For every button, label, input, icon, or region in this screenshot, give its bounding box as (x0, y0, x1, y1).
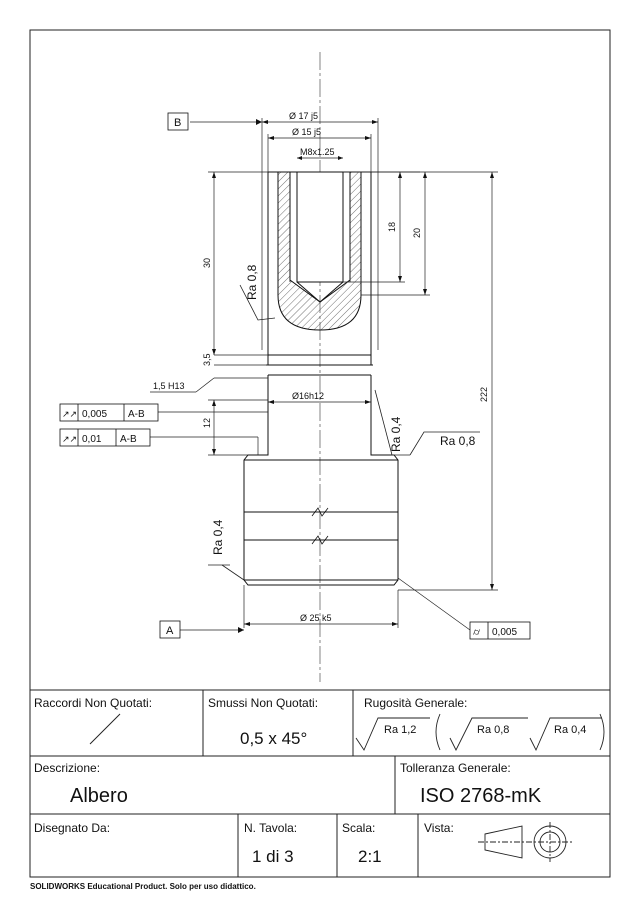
rugosita-main: Ra 1,2 (384, 724, 417, 736)
dim-thread: M8x1.25 (300, 147, 335, 157)
smussi-value: 0,5 x 45° (240, 729, 308, 748)
dim-d17: Ø 17 j5 (289, 111, 319, 121)
tavola-value: 1 di 3 (252, 847, 294, 866)
disegnato-label: Disegnato Da: (34, 821, 111, 835)
fc3-value: 0,005 (492, 627, 518, 638)
dim-len30: 30 (202, 257, 212, 268)
tolleranza-label: Tolleranza Generale: (400, 761, 511, 775)
vista-label: Vista: (424, 821, 454, 835)
feature-control-2 (60, 429, 150, 446)
ra-mid: Ra 0,4 (389, 416, 403, 452)
ra-lower: Ra 0,4 (211, 519, 225, 555)
dim-len18: 18 (387, 221, 397, 232)
feature-control-3 (470, 622, 530, 639)
thread-section (278, 172, 361, 330)
footer-notice: SOLIDWORKS Educational Product. Solo per uso didattico. (30, 882, 256, 891)
fc3-symbol: ⌭ (473, 627, 481, 638)
fc1-symbol: ↗↗ (62, 409, 78, 419)
dim-d25: Ø 25 k5 (300, 613, 332, 623)
smussi-label: Smussi Non Quotati: (208, 696, 319, 710)
roughness-symbols (208, 285, 480, 580)
dim-len222: 222 (479, 386, 489, 402)
tolleranza-value: ISO 2768-mK (420, 785, 542, 807)
tavola-label: N. Tavola: (244, 821, 298, 835)
raccordi-label: Raccordi Non Quotati: (34, 696, 153, 710)
rugosita-label: Rugosità Generale: (364, 696, 468, 710)
datum-b: B (174, 117, 182, 129)
descrizione-label: Descrizione: (34, 761, 101, 775)
feature-control-1 (60, 404, 158, 421)
rugosita-alt2: Ra 0,4 (554, 724, 587, 736)
fc1-value: 0,005 (82, 409, 108, 420)
raccordi-slash (90, 714, 120, 744)
fc1-ref: A-B (128, 409, 145, 420)
rugosita-alt1: Ra 0,8 (477, 724, 510, 736)
fc2-value: 0,01 (82, 434, 102, 445)
dim-d15: Ø 15 j5 (292, 127, 322, 137)
scala-value: 2:1 (358, 847, 382, 866)
dim-len3-5: 3,5 (202, 353, 212, 366)
ra-top-left: Ra 0,8 (245, 264, 259, 300)
dim-len12: 12 (202, 417, 212, 428)
ra-right: Ra 0,8 (440, 434, 476, 448)
scala-label: Scala: (342, 821, 376, 835)
dim-len20: 20 (412, 227, 422, 238)
projection-symbol-icon (478, 822, 572, 862)
descrizione-value: Albero (70, 785, 128, 807)
dim-d16: Ø16h12 (292, 391, 325, 401)
datum-a: A (166, 625, 174, 637)
fc2-ref: A-B (120, 434, 137, 445)
fc2-symbol: ↗↗ (62, 434, 78, 444)
dim-groove: 1,5 H13 (153, 381, 185, 391)
